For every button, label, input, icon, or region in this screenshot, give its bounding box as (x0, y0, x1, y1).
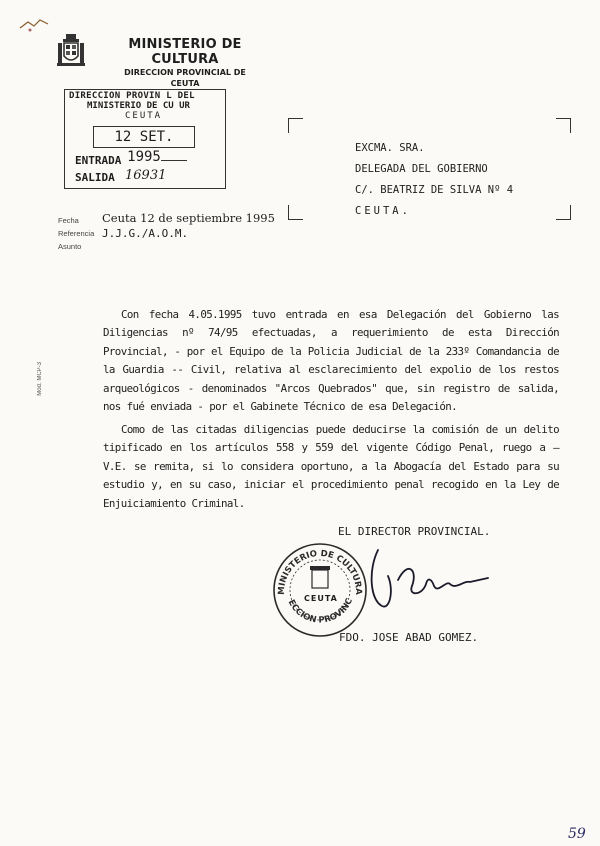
stamp-line-1: DIRECCION PROVIN L DEL (69, 91, 195, 101)
recipient-line-2: DELEGADA DEL GOBIERNO (355, 163, 488, 175)
body-paragraph-1: Con fecha 4.05.1995 tuvo entrada en esa Delegación del Gobierno las Diligencias nº 74/95 efectuadas, a requerimiento de esta Dirección Provincial, - por el Equipo de la Policia Judicial de la 233º Comandancia de la Guardia -- Civil, relativa al esclarecimiento del expolio de los restos arqueológicos - denominados "Arcos Quebrados" que, sin registro de salida, nos fué enviada - por el Gabinete Técnico de esa Delegación. (103, 308, 559, 414)
official-seal (270, 540, 370, 640)
address-bracket-bottom-left (288, 205, 303, 220)
address-bracket-top-right (556, 118, 571, 133)
stamp-line-2: MINISTERIO DE CU UR (87, 101, 190, 111)
city-name: CEUTA (170, 79, 200, 88)
page-number: 59 (568, 826, 586, 842)
letterhead (100, 37, 270, 89)
referencia-value: J.J.G./A.O.M. (102, 227, 189, 240)
seal-center-text: CEUTA (304, 594, 338, 603)
fecha-value: Ceuta 12 de septiembre 1995 (102, 211, 275, 225)
recipient-address (355, 138, 513, 222)
signatory-title: EL DIRECTOR PROVINCIAL. (338, 525, 491, 538)
stamp-salida-label: SALIDA (75, 171, 115, 184)
seal-rim-bottom: ECCION PROVINC (285, 596, 355, 626)
address-bracket-bottom-right (556, 205, 571, 220)
direction-name: DIRECCION PROVINCIAL DE (124, 68, 246, 77)
body-paragraph-2: Como de las citadas diligencias puede deducirse la comisión de un delito tipificado en los artículos 558 y 559 del vigente Código Penal, ruego a — V.E. se remita, si lo considera oportuno, a la Abogacía del Estado para su estudio y, en su caso, iniciar el procedimiento penal recogido en la Ley de Enjuiciamiento Criminal. (103, 423, 559, 510)
address-bracket-top-left (288, 118, 303, 133)
recipient-line-4: CEUTA. (355, 205, 411, 217)
handwritten-signature (368, 540, 508, 620)
form-code: Mod. MCP-3 (37, 362, 43, 396)
registry-stamp (64, 89, 226, 189)
stamp-date: 12 SET. 1995 (93, 126, 195, 148)
signatory-name: FDO. JOSE ABAD GOMEZ. (339, 631, 479, 644)
recipient-line-1: EXCMA. SRA. (355, 142, 425, 154)
corner-scribble-mark (18, 14, 54, 38)
asunto-label: Asunto (58, 242, 82, 251)
stamp-salida-number: 16931 (125, 168, 167, 183)
stamp-entrada-dash (161, 160, 187, 161)
recipient-line-3: C/. BEATRIZ DE SILVA Nº 4 (355, 184, 514, 196)
stamp-line-3: CEUTA (125, 111, 163, 121)
fecha-label: Fecha (58, 216, 79, 225)
referencia-label: Referencia (58, 229, 95, 238)
stamp-entrada-label: ENTRADA (75, 154, 122, 167)
ministry-name: MINISTERIO DE CULTURA (128, 37, 242, 67)
spanish-crest-logo (56, 34, 86, 68)
seal-rim-top: MINISTERIO DE CULTURA (276, 548, 364, 595)
